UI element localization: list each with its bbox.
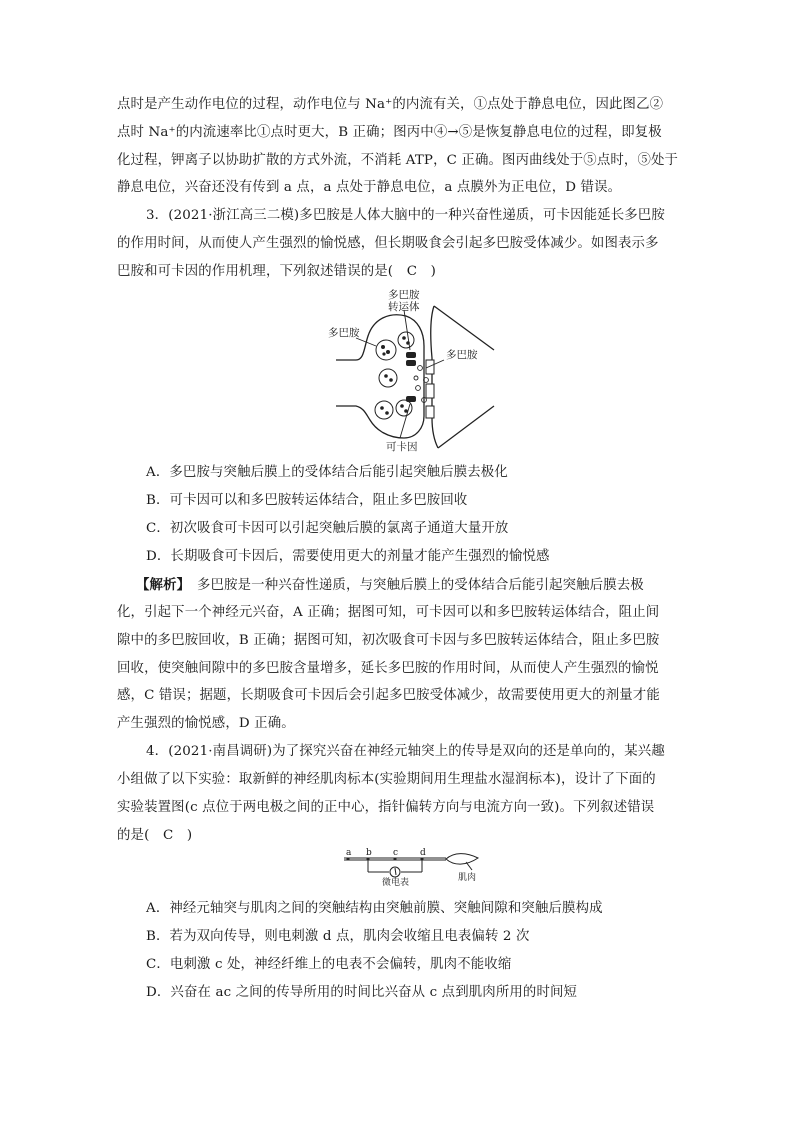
q4-option-c: C．电刺激 c 处，神经纤维上的电表不会偏转，肌肉不能收缩 [146, 957, 512, 972]
label-transporter-line1: 多巴胺 [388, 289, 420, 301]
analysis-prev-line-1: 点时是产生动作电位的过程，动作电位与 Na⁺的内流有关，①点处于静息电位，因此图乙② [117, 97, 664, 112]
label-dopamine-right: 多巴胺 [446, 349, 478, 361]
q4-option-d: D．兴奋在 ac 之间的传导所用的时间比兴奋从 c 点到肌肉所用的时间短 [146, 985, 578, 1000]
q4-stem-line-4: 的是( C ) [117, 828, 193, 843]
nerve-muscle-diagram [338, 846, 488, 886]
q4-option-a: A．神经元轴突与肌肉之间的突触结构由突触前膜、突触间隙和突触后膜构成 [146, 901, 603, 916]
synapse-diagram [326, 288, 498, 454]
label-micro-meter: 微电表 [382, 878, 410, 886]
q3-stem-line-3: 巴胺和可卡因的作用机理，下列叙述错误的是( C ) [117, 264, 437, 279]
q3-analysis-line-3: 隙中的多巴胺回收，B 正确；据图可知，初次吸食可卡因与多巴胺转运体结合，阻止多巴胺 [117, 633, 660, 648]
q3-analysis-line-2: 化，引起下一个神经元兴奋，A 正确；据图可知，可卡因可以和多巴胺转运体结合，阻止间 [117, 605, 660, 620]
q3-analysis-line-6: 产生强烈的愉悦感，D 正确。 [117, 716, 295, 731]
label-dopamine-left: 多巴胺 [328, 327, 360, 339]
q4-option-b: B．若为双向传导，则电刺激 d 点，肌肉会收缩且电表偏转 2 次 [146, 929, 530, 944]
label-point-b: b [366, 848, 372, 858]
label-point-c: c [393, 848, 399, 858]
label-transporter-line2: 转运体 [388, 301, 420, 313]
label-point-d: d [420, 848, 426, 858]
q3-option-a: A．多巴胺与突触后膜上的受体结合后能引起突触后膜去极化 [146, 465, 508, 480]
analysis-prev-line-3: 化过程，钾离子以协助扩散的方式外流，不消耗 ATP，C 正确。图丙曲线处于⑤点时，⑤处于 [117, 153, 679, 168]
q4-stem-line-2: 小组做了以下实验：取新鲜的神经肌肉标本(实验期间用生理盐水湿润标本)，设计了下面的 [117, 772, 656, 787]
q3-analysis-line-1 [136, 575, 679, 596]
q3-option-d: D．长期吸食可卡因后，需要使用更大的剂量才能产生强烈的愉悦感 [146, 549, 550, 564]
q3-analysis-first: 多巴胺是一种兴奋性递质，与突触后膜上的受体结合后能引起突触后膜去极 [183, 578, 644, 593]
q3-stem-line-2: 的作用时间，从而使人产生强烈的愉悦感，但长期吸食会引起多巴胺受体减少。如图表示多 [117, 236, 659, 251]
label-point-a: a [346, 848, 352, 858]
analysis-prev-line-2: 点时 Na⁺的内流速率比①点时更大，B 正确；图丙中④→⑤是恢复静息电位的过程，即复极 [117, 125, 662, 140]
label-muscle: 肌肉 [458, 873, 477, 883]
q3-analysis-line-4: 回收，使突触间隙中的多巴胺含量增多，延长多巴胺的作用时间，从而使人产生强烈的愉悦 [117, 661, 659, 676]
label-cocaine: 可卡因 [386, 441, 418, 453]
q4-stem-line-3: 实验装置图(c 点位于两电极之间的正中心，指针偏转方向与电流方向一致)。下列叙述错误 [117, 800, 655, 815]
q4-stem-line-1: 4．(2021·南昌调研)为了探究兴奋在神经元轴突上的传导是双向的还是单向的，某兴趣 [146, 744, 665, 759]
q3-analysis-line-5: 感，C 错误；据题，长期吸食可卡因后会引起多巴胺受体减少，故需要使用更大的剂量才能 [117, 688, 660, 703]
q3-stem-line-1: 3．(2021·浙江高三二模)多巴胺是人体大脑中的一种兴奋性递质，可卡因能延长多巴胺 [146, 208, 665, 223]
q3-option-c: C．初次吸食可卡因可以引起突触后膜的氯离子通道大量开放 [146, 521, 509, 536]
analysis-prev-line-4: 静息电位，兴奋还没有传到 a 点，a 点处于静息电位，a 点膜外为正电位，D 错误。 [117, 180, 622, 195]
analysis-label: 【解析】 [136, 577, 184, 593]
q3-option-b: B．可卡因可以和多巴胺转运体结合，阻止多巴胺回收 [146, 493, 468, 508]
